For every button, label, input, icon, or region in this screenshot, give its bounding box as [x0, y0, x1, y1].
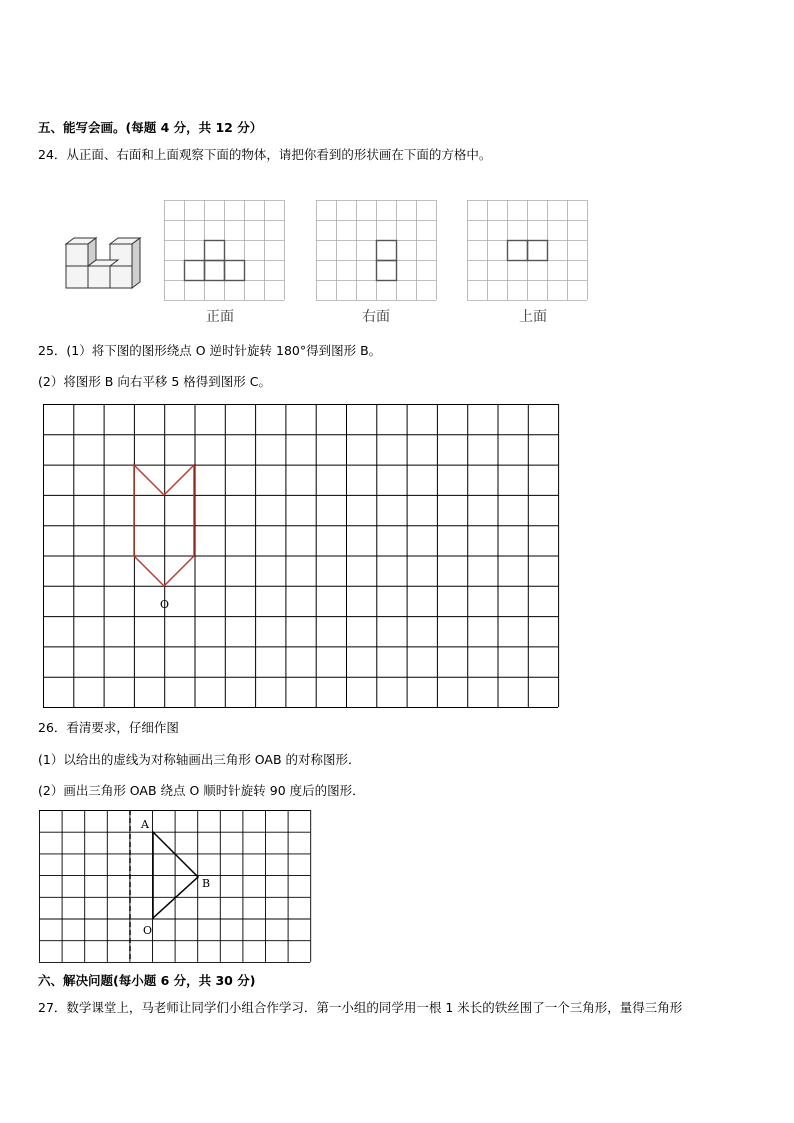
top-view-grid[interactable]: [467, 200, 589, 300]
section-6-title: 六、解决问题(每小题 6 分，共 30 分): [38, 973, 256, 988]
view-cell: [377, 261, 397, 281]
question-26-part1: (1）以给出的虚线为对称轴画出三角形 OAB 的对称图形．: [38, 752, 361, 767]
question-26-part2: (2）画出三角形 OAB 绕点 O 顺时针旋转 90 度后的图形．: [38, 783, 365, 798]
view-cell: [185, 261, 205, 281]
grid-lines: [43, 404, 559, 708]
rotation-grid[interactable]: [43, 404, 559, 708]
caption-right: 右面: [362, 309, 390, 325]
symmetry-grid[interactable]: [39, 810, 311, 962]
label-a: A: [141, 818, 149, 831]
label-o: O: [143, 924, 153, 937]
view-cell: [205, 261, 225, 281]
label-b: B: [202, 877, 211, 890]
right-view-grid[interactable]: [316, 200, 438, 300]
caption-top: 上面: [519, 309, 547, 325]
question-24-text: 24．从正面、右面和上面观察下面的物体，请把你看到的形状画在下面的方格中。: [38, 147, 492, 162]
view-cell: [205, 241, 225, 261]
cube-object-figure: [64, 236, 146, 296]
question-25-part2: (2）将图形 B 向右平移 5 格得到图形 C。: [38, 374, 271, 389]
question-25-part1: 25．(1）将下图的图形绕点 O 逆时针旋转 180°得到图形 B。: [38, 343, 382, 358]
front-view-grid[interactable]: [164, 200, 286, 300]
section-5-title: 五、能写会画。(每题 4 分，共 12 分）: [38, 120, 263, 135]
view-cell: [528, 241, 548, 261]
view-cell: [225, 261, 245, 281]
question-27-text: 27．数学课堂上，马老师让同学们小组合作学习．第一小组的同学用一根 1 米长的铁丝围了一个三角形，量得三角形: [38, 1000, 683, 1015]
view-cell: [377, 241, 397, 261]
view-cell: [508, 241, 528, 261]
grid-lines: [39, 810, 311, 962]
question-26-title: 26．看清要求，仔细作图: [38, 720, 179, 735]
caption-front: 正面: [206, 309, 234, 325]
point-o-label: O: [160, 598, 170, 611]
